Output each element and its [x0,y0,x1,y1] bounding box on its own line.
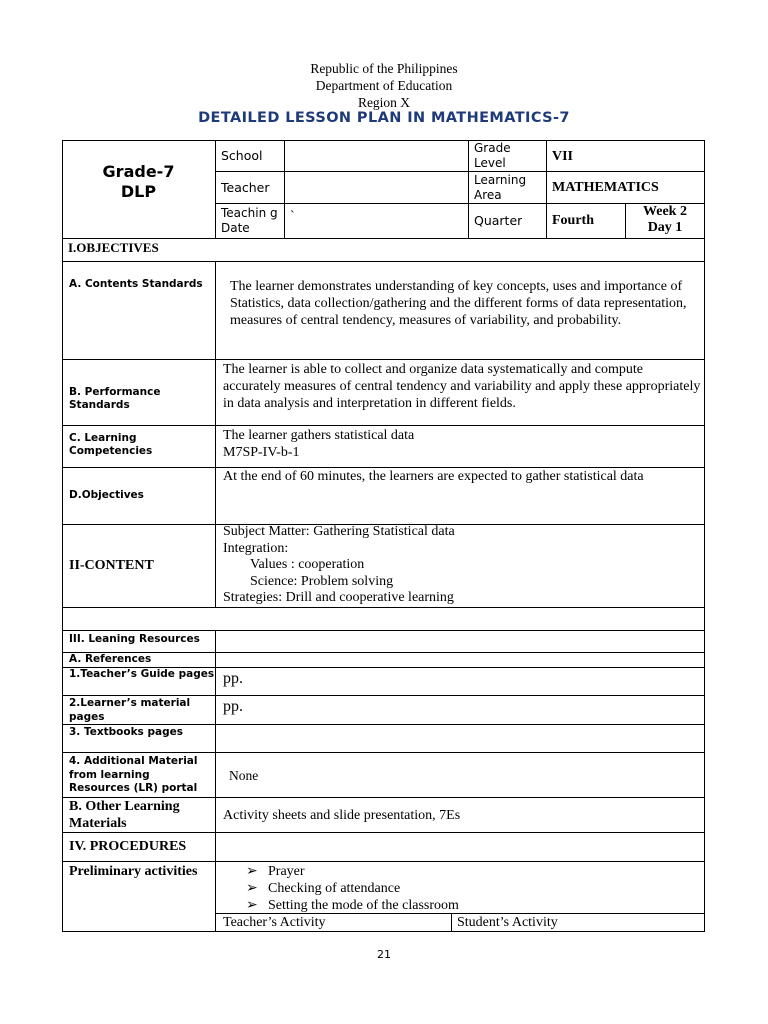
content-standards-text: The learner demonstrates understanding of key concepts, uses and importance of Statistics, data collection/gathering and the different forms of data representation, measures of central tendency, measures of variability, and probability. [230,279,687,328]
content-details [223,524,701,607]
textbooks-label: 3. Textbooks pages [69,726,183,738]
preliminary-activities-label: Preliminary activities [69,864,198,879]
student-activity-header: Student’s Activity [457,915,558,930]
additional-material-label: 4. Additional Material from learning Resources (LR) portal [69,755,198,794]
list-item: ➢ Checking of attendance [246,881,401,896]
day-label: Day 1 [647,220,683,235]
header-department: Department of Education [315,78,453,93]
learning-resources-heading: III. Leaning Resources [69,633,200,645]
performance-standards-label: B. Performance Standards [69,386,161,411]
d-objectives-label: D.Objectives [69,489,144,501]
list-item: ➢ Prayer [246,864,305,879]
arrow-bullet-icon: ➢ [246,898,258,913]
page-number: 21 [377,948,391,961]
teacher-label: Teacher [221,180,270,195]
lesson-plan-table [62,140,705,932]
list-item: ➢ Setting the mode of the classroom [246,898,459,913]
document-title: DETAILED LESSON PLAN IN MATHEMATICS-7 [198,110,570,126]
learners-material-value: pp. [223,698,243,715]
strategies: Strategies: Drill and cooperative learning [223,590,454,605]
procedures-heading: IV. PROCEDURES [69,839,187,854]
integration-science: Science: Problem solving [250,573,394,589]
content-standards-label: A. Contents Standards [69,278,203,290]
learning-competencies-label: C. Learning Competencies [69,432,153,457]
grade-dlp-title [62,162,215,202]
grade-level-label: Grade Level [474,141,511,170]
dlp-title: DLP [120,182,157,201]
quarter-value: Fourth [552,213,594,228]
content-label: II-CONTENT [69,558,154,573]
other-materials-label: B. Other Learning Materials [69,799,180,831]
integration: Integration: [223,540,289,556]
arrow-bullet-icon: ➢ [246,864,258,879]
week-day [626,204,704,236]
d-objectives-text: At the end of 60 minutes, the learners are expected to gather statistical data [223,469,644,484]
subject-matter: Subject Matter: Gathering Statistical data [223,524,455,539]
learning-area-label: Learning Area [474,173,527,202]
header-republic: Republic of the Philippines [310,61,458,76]
learning-competencies-text [223,427,693,461]
preliminary-activities-list [246,863,686,914]
learning-area-value: MATHEMATICS [552,180,659,195]
grade-level-value: VII [552,149,574,164]
references-label: A. References [69,653,152,665]
learners-material-label: 2.Learner’s material pages [69,697,191,723]
other-materials-value: Activity sheets and slide presentation, 7Es [223,808,461,823]
teaching-date-value: ` [290,209,295,224]
teachers-guide-label: 1.Teacher’s Guide pages [69,668,215,680]
teachers-guide-value: pp. [223,670,243,687]
integration-values: Values : cooperation [250,557,365,572]
quarter-label: Quarter [474,213,523,228]
arrow-bullet-icon: ➢ [246,881,258,896]
grade-title: Grade-7 [102,162,175,181]
objectives-heading: I.OBJECTIVES [68,240,159,255]
teaching-date-label: Teachin g Date [221,206,278,235]
teacher-activity-header: Teacher’s Activity [223,915,326,930]
school-label: School [221,148,263,163]
header-region: Region X [357,95,411,110]
competency-line: The learner gathers statistical data [223,428,415,443]
additional-material-value: None [229,768,259,783]
performance-standards-text: The learner is able to collect and organize data systematically and compute accurately measures of central tendency and variability and apply these appropriately in data analysis and interpretation in different fields. [223,362,701,411]
week-label: Week 2 [643,204,687,219]
competency-code: M7SP-IV-b-1 [223,445,300,460]
